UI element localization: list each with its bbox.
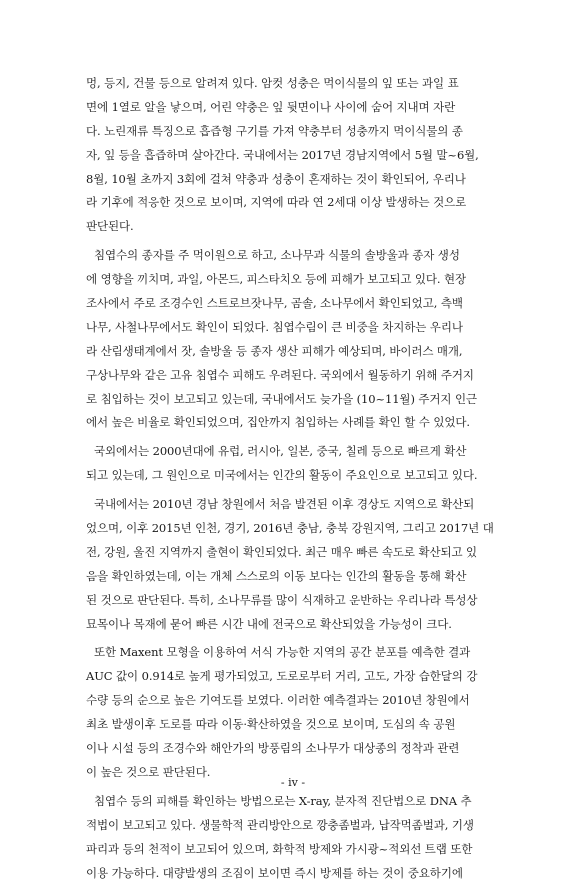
text-line: 로 침입하는 것이 보고되고 있는데, 국내에서도 늦가을 (10~11월) 주거지 인근 — [86, 391, 477, 406]
text-line: 판단된다. — [86, 219, 134, 234]
paragraph-4 — [86, 493, 506, 636]
text-line: 조사에서 주로 조경수인 스트로브잣나무, 곰솔, 소나무에서 확인되었고, 측백 — [86, 296, 463, 311]
text-line: 다. 노린재류 특징으로 흡즙형 구기를 가져 약충부터 성충까지 먹이식물의 종 — [86, 123, 463, 138]
text-line: 또한 Maxent 모형을 이용하여 서식 가능한 지역의 공간 분포를 예측한 결과 — [94, 645, 471, 660]
text-line: 구상나무와 같은 고유 침엽수 피해도 우려된다. 국외에서 월동하기 위해 주거지 — [86, 367, 474, 382]
text-line: 면에 1열로 알을 낳으며, 어린 약충은 잎 뒷면이나 사이에 숨어 지내며 자란 — [86, 99, 456, 114]
text-line: 침엽수 등의 피해를 확인하는 방법으로는 X-ray, 분자적 진단법으로 DNA 추 — [94, 793, 472, 808]
text-line: 전, 강원, 울진 지역까지 출현이 확인되었다. 최근 매우 빠른 속도로 확산되고 있 — [86, 544, 478, 559]
text-line: 파리과 등의 천적이 보고되어 있으며, 화학적 방제와 가시광~적외선 트랩 또한 — [86, 841, 473, 856]
text-line: 에 영향을 끼치며, 과일, 아몬드, 피스타치오 등에 피해가 보고되고 있다. 현장 — [86, 272, 467, 287]
paragraph-6 — [86, 790, 506, 886]
text-line: 묘목이나 목재에 묻어 빠른 시간 내에 전국으로 확산되었을 가능성이 크다. — [86, 616, 452, 631]
text-line: AUC 값이 0.914로 높게 평가되었고, 도로로부터 거리, 고도, 가장 습한달의 강 — [86, 669, 478, 684]
text-line: 수량 등의 순으로 높은 기여도를 보였다. 이러한 예측결과는 2010년 창원에서 — [86, 693, 470, 708]
page-number: - iv - — [280, 776, 306, 789]
text-line: 나무, 사철나무에서도 확인이 되었다. 침엽수림이 큰 비중을 차지하는 우리나 — [86, 319, 463, 334]
paragraph-3 — [86, 440, 506, 488]
text-line: 이나 시설 등의 조경수와 해안가의 방풍림의 소나무가 대상종의 정착과 관련 — [86, 741, 460, 756]
text-line: 8월, 10월 초까지 3회에 걸쳐 약충과 성충이 혼재하는 것이 확인되어, 우리나 — [86, 171, 466, 186]
text-line: 자, 잎 등을 흡즙하며 살아간다. 국내에서는 2017년 경남지역에서 5월 말~6월, — [86, 147, 479, 162]
text-line: 멍, 등지, 건물 등으로 알려져 있다. 암컷 성충은 먹이식물의 잎 또는 과일 표 — [86, 76, 459, 90]
text-line: 었으며, 이후 2015년 인천, 경기, 2016년 충남, 충북 강원지역, 그리고 2017년 대 — [86, 521, 494, 536]
text-line: 국외에서는 2000년대에 유럽, 러시아, 일본, 중국, 칠레 등으로 빠르게 확산 — [94, 444, 467, 459]
text-line: 라 산림생태계에서 잣, 솔방울 등 종자 생산 피해가 예상되며, 바이러스 매개, — [86, 343, 463, 358]
text-line: 된 것으로 판단된다. 특히, 소나무류를 많이 식재하고 운반하는 우리나라 특성상 — [86, 592, 478, 607]
text-line: 최초 발생이후 도로를 따라 이동·확산하였을 것으로 보이며, 도심의 속 공원 — [86, 717, 456, 732]
text-line: 라 기후에 적응한 것으로 보이며, 지역에 따라 연 2세대 이상 발생하는 것으로 — [86, 195, 467, 210]
text-line: 음을 확인하였는데, 이는 개체 스스로의 이동 보다는 인간의 활동을 통해 확산 — [86, 568, 467, 583]
body-text — [86, 72, 506, 890]
text-line: 적법이 보고되고 있다. 생물학적 관리방안으로 깡충좀벌과, 납작먹좀벌과, 기생 — [86, 817, 474, 832]
text-line: 국내에서는 2010년 경남 창원에서 처음 발견된 이후 경상도 지역으로 확산되 — [94, 497, 475, 512]
paragraph-5 — [86, 641, 506, 784]
paragraph-1 — [86, 72, 506, 239]
text-line: 되고 있는데, 그 원인으로 미국에서는 인간의 활동이 주요인으로 보고되고 있다. — [86, 468, 478, 483]
text-line: 침엽수의 종자를 주 먹이원으로 하고, 소나무과 식물의 솔방울과 종자 생성 — [94, 248, 460, 263]
text-line: 이 높은 것으로 판단된다. — [86, 764, 211, 779]
paragraph-2 — [86, 244, 506, 435]
text-line: 이용 가능하다. 대량발생의 조짐이 보이면 즉시 방제를 하는 것이 중요하기에 — [86, 865, 463, 880]
text-line: 에서 높은 비율로 확인되었으며, 집안까지 침입하는 사례를 확인 할 수 있었다. — [86, 415, 470, 430]
